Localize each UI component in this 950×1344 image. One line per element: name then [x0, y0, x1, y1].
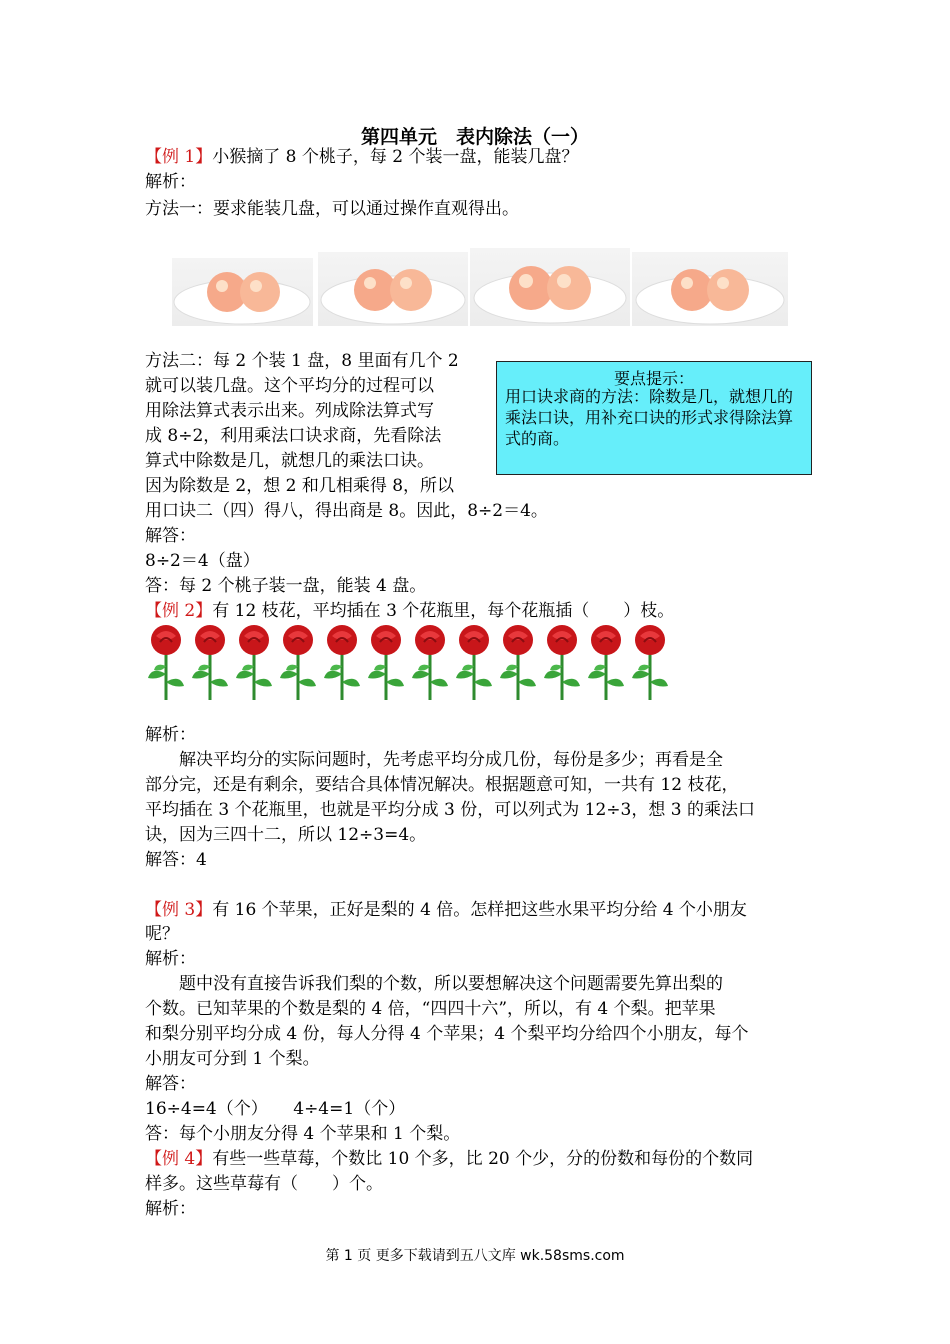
example-3-analysis-line: 小朋友可分到 1 个梨。	[145, 1049, 320, 1069]
rose-icon	[186, 622, 234, 702]
rose-icon	[142, 622, 190, 702]
rose-icon	[538, 622, 586, 702]
rose-icon	[318, 622, 366, 702]
example-1-equation: 8÷2＝4（盘）	[145, 551, 260, 571]
peach-plate	[470, 248, 630, 326]
example-1-method-2-line: 因为除数是 2，想 2 和几相乘得 8，所以	[145, 476, 455, 496]
example-1-method-2-line: 用除法算式表示出来。列成除法算式写	[145, 401, 434, 421]
example-1-method-2-line: 算式中除数是几，就想几的乘法口诀。	[145, 451, 434, 471]
rose-icon	[582, 622, 630, 702]
example-2-question-line	[145, 599, 674, 624]
example-3-analysis-line: 和梨分别平均分成 4 份，每人分得 4 个苹果；4 个梨平均分给四个小朋友，每个	[145, 1024, 749, 1044]
tip-body: 用口诀求商的方法：除数是几，就想几的乘法口诀，用补充口诀的形式求得除法算式的商。	[505, 387, 794, 448]
example-4-question: 有些一些草莓，个数比 10 个多，比 20 个少，分的份数和每份的个数同	[212, 1149, 754, 1169]
example-1-answer-label: 解答：	[145, 526, 196, 546]
example-2-analysis-line: 解决平均分的实际问题时，先考虑平均分成几份，每份是多少；再看是全	[145, 750, 723, 770]
example-3-analysis-label: 解析：	[145, 949, 196, 969]
roses-image	[142, 622, 682, 702]
rose-icon	[362, 622, 410, 702]
example-2-analysis-line: 平均插在 3 个花瓶里，也就是平均分成 3 份，可以列式为 12÷3，想 3 的乘法口	[145, 800, 755, 820]
example-3-tag: 【例 3】	[145, 900, 213, 920]
example-1-question-line	[145, 145, 578, 170]
example-1-answer: 答：每 2 个桃子装一盘，能装 4 盘。	[145, 576, 427, 596]
example-1-method-2-line: 就可以装几盘。这个平均分的过程可以	[145, 376, 434, 396]
example-3-question-line: 呢？	[145, 924, 179, 944]
rose-icon	[626, 622, 674, 702]
page-title: 第四单元 表内除法（一）	[360, 126, 589, 148]
example-2-question: 有 12 枝花，平均插在 3 个花瓶里，每个花瓶插（ ）枝。	[212, 601, 675, 621]
rose-icon	[494, 622, 542, 702]
rose-icon	[450, 622, 498, 702]
example-1-method-2-line: 方法二：每 2 个装 1 盘，8 里面有几个 2	[145, 351, 459, 371]
peach-plate	[172, 258, 313, 326]
example-1-question: 小猴摘了 8 个桃子，每 2 个装一盘，能装几盘？	[212, 147, 579, 167]
example-2-tag: 【例 2】	[145, 601, 213, 621]
example-1-method-2-line: 用口诀二（四）得八，得出商是 8。因此，8÷2＝4。	[145, 501, 548, 521]
example-3-equation: 16÷4=4（个） 4÷4=1（个）	[145, 1099, 406, 1119]
example-3-analysis-line: 题中没有直接告诉我们梨的个数，所以要想解决这个问题需要先算出梨的	[145, 974, 723, 994]
rose-icon	[230, 622, 278, 702]
rose-icon	[406, 622, 454, 702]
example-2-analysis-line: 诀，因为三四十二，所以 12÷3=4。	[145, 825, 427, 845]
example-4-question-line: 样多。这些草莓有（ ）个。	[145, 1174, 383, 1194]
example-1-method-2-line: 成 8÷2，利用乘法口诀求商，先看除法	[145, 426, 442, 446]
example-2-answer: 解答：4	[145, 850, 207, 870]
peach-plate	[632, 252, 788, 326]
example-4-analysis-label: 解析：	[145, 1199, 196, 1219]
tip-box	[496, 361, 812, 475]
example-4-question-line	[145, 1147, 753, 1172]
example-3-analysis-line: 个数。已知苹果的个数是梨的 4 倍，“四四十六”，所以，有 4 个梨。把苹果	[145, 999, 716, 1019]
example-3-question-line	[145, 898, 747, 923]
example-2-analysis-label: 解析：	[145, 725, 196, 745]
example-4-tag: 【例 4】	[145, 1149, 213, 1169]
example-3-answer: 答：每个小朋友分得 4 个苹果和 1 个梨。	[145, 1124, 461, 1144]
example-1-method-1: 方法一：要求能装几盘，可以通过操作直观得出。	[145, 199, 519, 219]
example-1-analysis-label: 解析：	[145, 172, 196, 192]
tip-title: 要点提示：	[613, 369, 694, 388]
example-1-tag: 【例 1】	[145, 147, 213, 167]
example-3-question: 有 16 个苹果，正好是梨的 4 倍。怎样把这些水果平均分给 4 个小朋友	[212, 900, 747, 920]
example-2-analysis-line: 部分完，还是有剩余，要结合具体情况解决。根据题意可知，一共有 12 枝花，	[145, 775, 739, 795]
peach-plates-image	[172, 248, 788, 326]
peach-plate	[318, 252, 468, 326]
page-footer: 第 1 页 更多下载请到五八文库 wk.58sms.com	[325, 1248, 625, 1264]
example-3-answer-label: 解答：	[145, 1074, 196, 1094]
rose-icon	[274, 622, 322, 702]
